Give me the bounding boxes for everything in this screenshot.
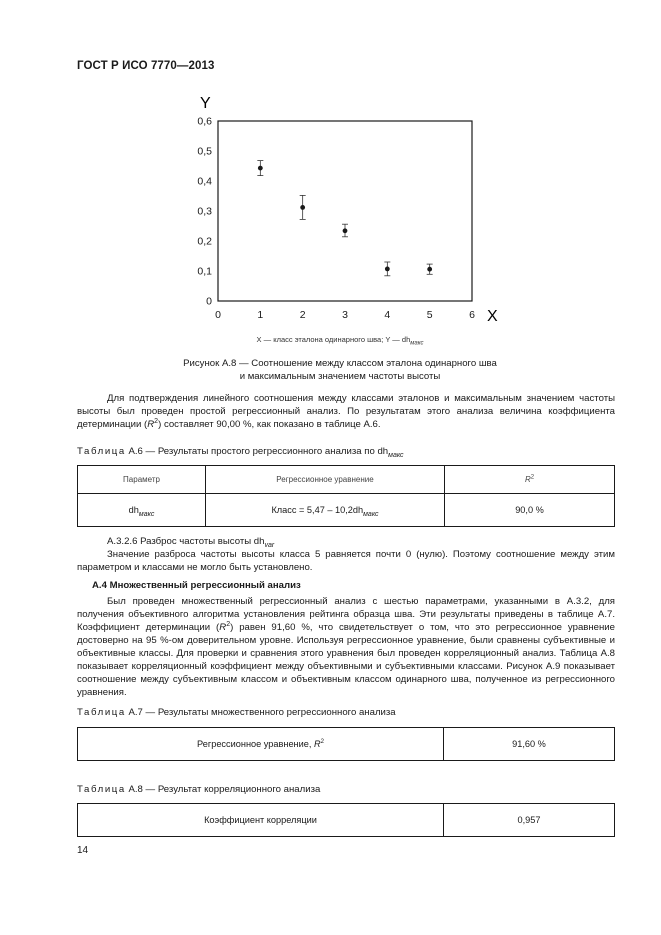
scatter-chart (190, 90, 510, 330)
data-point (427, 267, 432, 272)
table-a7 (77, 727, 615, 761)
x-tick-label: 2 (299, 309, 306, 321)
table-header-row (78, 466, 615, 494)
cell-correlation-label: Коэффициент корреляции (78, 804, 444, 837)
y-tick-label: 0,3 (197, 205, 212, 218)
cell-equation: Класс = $5,47 - 10,2dh_{макс}$ (206, 494, 445, 527)
plot-area-frame (218, 121, 472, 301)
y-tick-label: 0,1 (197, 265, 212, 278)
table-a7-caption: Таблица А.7 — Результаты множественного регрессионного анализа (77, 707, 396, 718)
cell-regression-label: Регрессионное уравнение, $R^2$ (78, 728, 444, 761)
x-tick-label: 1 (257, 309, 264, 321)
table-a6-caption: Таблица А.6 — Результаты простого регрессионного анализа по $dh_{макс}$ (77, 446, 404, 459)
table-row (78, 494, 615, 527)
data-point (343, 228, 348, 233)
x-tick-label: 4 (384, 309, 391, 321)
x-tick-label: 0 (215, 309, 221, 321)
data-point (385, 267, 390, 272)
paragraph-variance: Значение разброса частоты высоты класса 5 равняется почти 0 (нулю). Поэтому соотношение между этим параметром и классами не могло быть установлено. (77, 549, 615, 573)
cell-correlation-value: 0,957 (444, 804, 615, 837)
x-tick-label: 6 (469, 309, 475, 321)
y-tick-label: 0,5 (197, 145, 212, 158)
table-a6 (77, 465, 615, 527)
x-axis-title: X (487, 308, 498, 325)
x-tick-label: 3 (342, 309, 348, 321)
y-tick-label: 0 (206, 295, 212, 308)
y-tick-label: 0,6 (197, 115, 212, 128)
data-point (300, 205, 305, 210)
section-a4-title: А.4 Множественный регрессионный анализ (92, 580, 301, 591)
y-tick-label: 0,4 (197, 175, 212, 188)
y-tick-label: 0,2 (197, 235, 212, 248)
table-a8 (77, 803, 615, 837)
data-point (258, 166, 263, 171)
document-header: ГОСТ Р ИСО 7770—2013 (77, 60, 215, 72)
table-row (78, 728, 615, 761)
col-header-r2: $R^2$ (445, 466, 615, 494)
table-row (78, 804, 615, 837)
cell-regression-value: 91,60 % (444, 728, 615, 761)
col-header-equation: Регрессионное уравнение (206, 466, 445, 494)
page-number: 14 (77, 845, 89, 856)
figure-legend: X — класс эталона одинарного шва; Y — $dh_{макс}$ (256, 335, 424, 347)
paragraph-regression-intro: Для подтверждения линейного соотношения между классами эталонов и максимальным значением частоты высоты был проведен простой регрессионный анализ. По результатам этого анализа величина коэффициента детерминации $(R^2)$ составляет 90,00 %, как показано в таблице А.6. (77, 393, 615, 430)
cell-parameter: $dh_{макс}$ (78, 494, 206, 527)
col-header-parameter: Параметр (78, 466, 206, 494)
x-tick-label: 5 (426, 309, 433, 321)
table-a8-caption: Таблица А.8 — Результат корреляционного анализа (77, 784, 321, 795)
figure-caption: Рисунок А.8 — Соотношение между классом эталона одинарного шва и максимальным значением частоты высоты (183, 358, 497, 382)
paragraph-multiple-regression: Был проведен множественный регрессионный анализ с шестью параметрами, указанными в А.3.2, для получения объективного алгоритма установления рейтинга образца шва. Эти результаты приведены в таблице А.7. Коэффициент детерминации $(R^2)$ равен 91,60 %, что свидетельствует о том, что это регрессионное уравнение достоверно на 95 %-ом доверительном уровне. Используя регрессионное уравнение, были сравнены субъективные и объективные классы. Для проверки и сравнения этого уравнения был проведен корреляционный анализ. Таблица А.8 показывает корреляционный коэффициент между объективными и субъективными классами. Рисунок А.9 показывает соотношение между субъективным классом и объективным классом одинарного шва, полученное из регрессионного уравнения. (77, 596, 616, 698)
cell-r2: 90,0 % (445, 494, 615, 527)
subsection-a326-title: А.3.2.6 Разброс частоты высоты $dh_{var}$ (107, 536, 275, 549)
y-axis-title: Y (200, 95, 211, 112)
